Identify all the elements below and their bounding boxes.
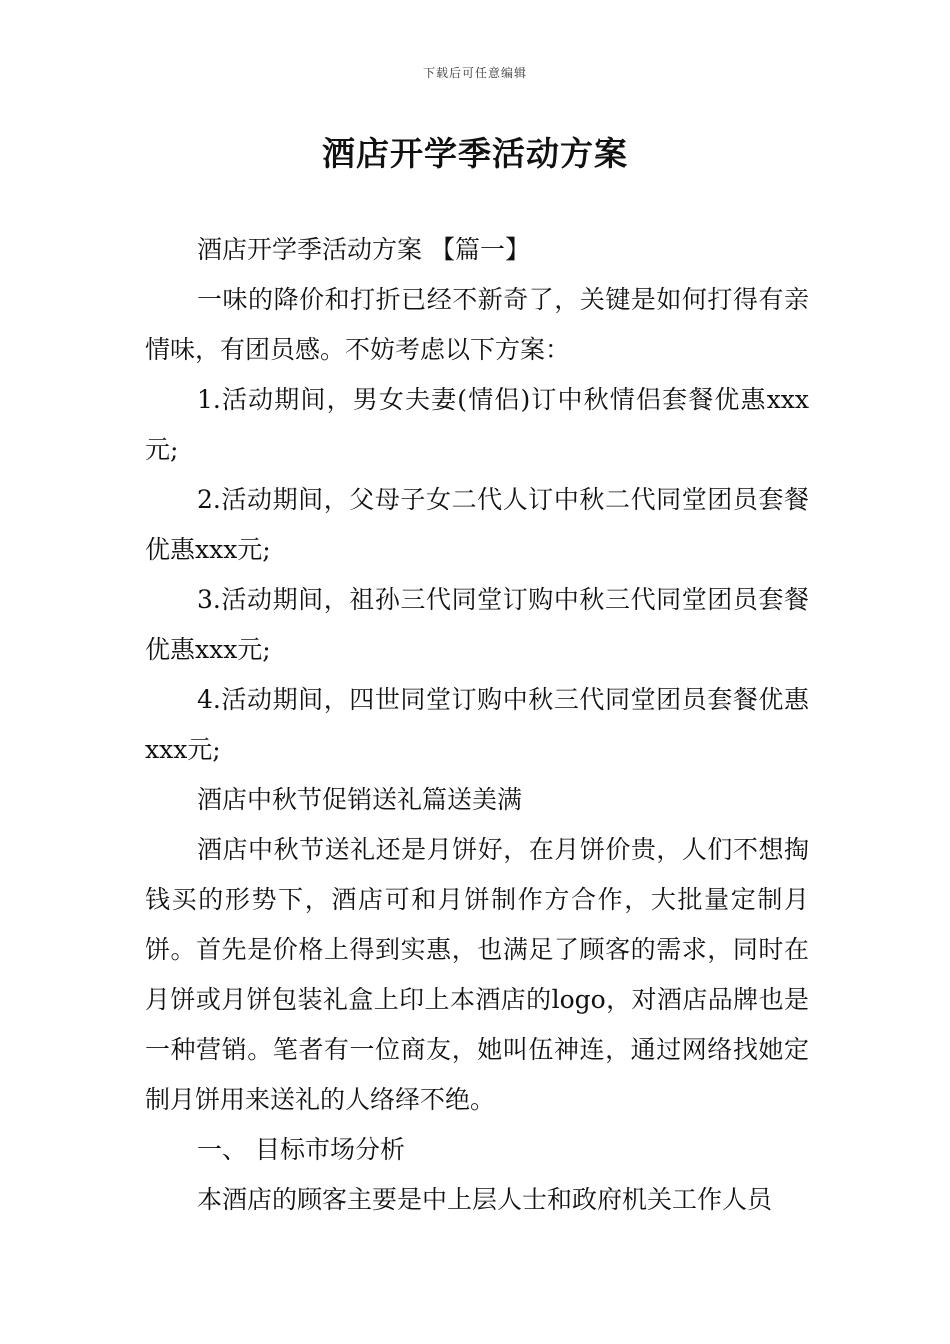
paragraph-gift-body: 酒店中秋节送礼还是月饼好，在月饼价贵，人们不想掏钱买的形势下，酒店可和月饼制作方合作，大批量定制月饼。首先是价格上得到实惠，也满足了顾客的需求，同时在月饼或月饼包装礼盒上印上本酒店的logo，对酒店品牌也是一种营销。笔者有一位商友，她叫伍神连，通过网络找她定制月饼用来送礼的人络绎不绝。 <box>145 835 809 1114</box>
document-title: 酒店开学季活动方案 <box>322 134 628 173</box>
header-note: 下载后可任意编辑 <box>422 66 527 80</box>
paragraph-market-body: 本酒店的顾客主要是中上层人士和政府机关工作人员 <box>197 1185 773 1214</box>
document-body <box>145 225 809 1225</box>
paragraph-intro: 一味的降价和打折已经不新奇了，关键是如何打得有亲情味，有团员感。不妨考虑以下方案： <box>145 285 809 364</box>
paragraph-item-4: 4.活动期间，四世同堂订购中秋三代同堂团员套餐优惠xxx元; <box>145 685 809 764</box>
paragraph-item-2: 2.活动期间，父母子女二代人订中秋二代同堂团员套餐优惠xxx元; <box>145 485 809 564</box>
paragraph-section-heading: 酒店开学季活动方案 【篇一】 <box>197 235 530 264</box>
paragraph-market-heading: 一、 目标市场分析 <box>197 1135 405 1164</box>
paragraph-gift-heading: 酒店中秋节促销送礼篇送美满 <box>197 785 523 814</box>
paragraph-item-3: 3.活动期间，祖孙三代同堂订购中秋三代同堂团员套餐优惠xxx元; <box>145 585 809 664</box>
paragraph-item-1: 1.活动期间，男女夫妻(情侣)订中秋情侣套餐优惠xxx元; <box>145 385 809 464</box>
